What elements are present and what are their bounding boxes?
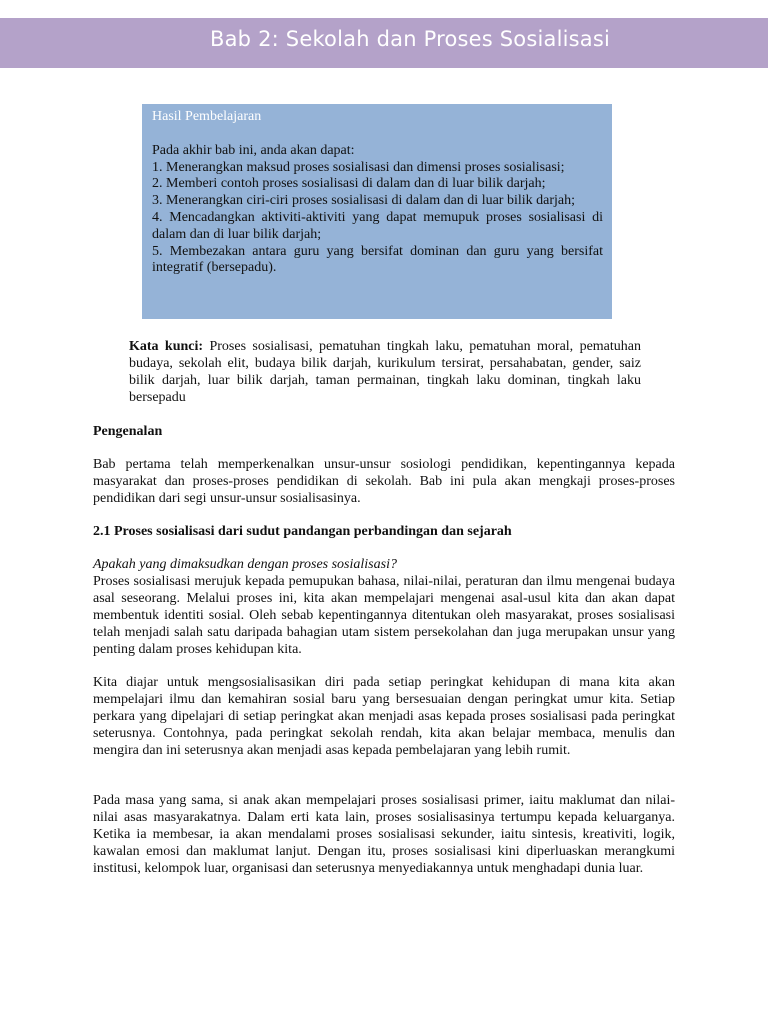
keywords-paragraph	[129, 338, 641, 406]
section-paragraph: Kita diajar untuk mengsosialisasikan diri pada setiap peringkat kehidupan di mana kita akan mempelajari ilmu dan kemahiran sosial baru yang bersesuaian dengan peringkat umur kita. Setiap perkara yang dipelajari di setiap peringkat akan menjadi asas kepada proses sosialisasi pada peringkat seterusnya. Contohnya, pada peringkat sekolah rendah, kita akan belajar membaca, menulis dan mengira dan ini seterusnya akan menjadi asas kepada pembelajaran yang lebih rumit.	[93, 675, 675, 759]
introduction-paragraph: Bab pertama telah memperkenalkan unsur-unsur sosiologi pendidikan, kepentingannya kepada masyarakat dan proses-proses pendidikan di sekolah. Bab ini pula akan mengkaji proses-proses pendidikan dari segi unsur-unsur sosialisasinya.	[93, 457, 675, 507]
learning-outcome-item: 2. Memberi contoh proses sosialisasi di dalam dan di luar bilik darjah;	[152, 176, 546, 192]
learning-outcomes-heading: Hasil Pembelajaran	[152, 109, 262, 124]
keywords-text: Proses sosialisasi, pematuhan tingkah laku, pematuhan moral, pematuhan budaya, sekolah elit, budaya bilik darjah, kurikulum tersirat, persahabatan, gender, saiz bilik darjah, luar bilik darjah, taman permainan, tingkah laku dominan, tingkah laku bersepadu	[129, 339, 641, 405]
section-paragraph: Pada masa yang sama, si anak akan mempelajari proses sosialisasi primer, iaitu maklumat dan nilai-nilai asas masyarakatnya. Dalam erti kata lain, proses sosialisasinya tertumpu kepada keluarganya. Ketika ia membesar, ia akan mendalami proses sosialisasi sekunder, iaitu sintesis, kreativiti, logik, kawalan emosi dan maklumat lanjut. Dengan itu, proses sosialisasi kini diperluaskan merangkumi institusi, kelompok luar, organisasi dan seterusnya menyediakannya untuk menghadapi dunia luar.	[93, 793, 675, 877]
section-2-1-subheading: Apakah yang dimaksudkan dengan proses sosialisasi?	[93, 557, 397, 572]
learning-outcome-item: 5. Membezakan antara guru yang bersifat dominan dan guru yang bersifat integratif (bersepadu).	[152, 243, 603, 276]
learning-outcome-item: 1. Menerangkan maksud proses sosialisasi dan dimensi proses sosialisasi;	[152, 159, 565, 175]
chapter-header-bar	[0, 18, 768, 68]
learning-outcome-item: 3. Menerangkan ciri-ciri proses sosialisasi di dalam dan di luar bilik darjah;	[152, 193, 575, 209]
keywords-label: Kata kunci:	[129, 339, 204, 354]
chapter-title: Bab 2: Sekolah dan Proses Sosialisasi	[210, 27, 611, 51]
section-2-1-heading: 2.1 Proses sosialisasi dari sudut pandangan perbandingan dan sejarah	[93, 524, 512, 539]
learning-outcome-item: 4. Mencadangkan aktiviti-aktiviti yang dapat memupuk proses sosialisasi di dalam dan di luar bilik darjah;	[152, 209, 603, 242]
learning-outcomes-list	[152, 160, 603, 278]
introduction-heading: Pengenalan	[93, 424, 163, 439]
learning-outcomes-intro: Pada akhir bab ini, anda akan dapat:	[152, 142, 355, 158]
learning-outcomes-box	[142, 104, 612, 319]
section-paragraph: Proses sosialisasi merujuk kepada pemupukan bahasa, nilai-nilai, peraturan dan ilmu mengenai budaya asal seseorang. Melalui proses ini, kita akan mempelajari mengenai asal-usul kita dan akan dapat membentuk identiti sosial. Oleh sebab kepentingannya ditentukan oleh masyarakat, proses sosialisasi telah menjadi salah satu daripada bahagian utam sistem persekolahan dan juga merupakan unsur yang penting dalam proses kehidupan kita.	[93, 574, 675, 658]
